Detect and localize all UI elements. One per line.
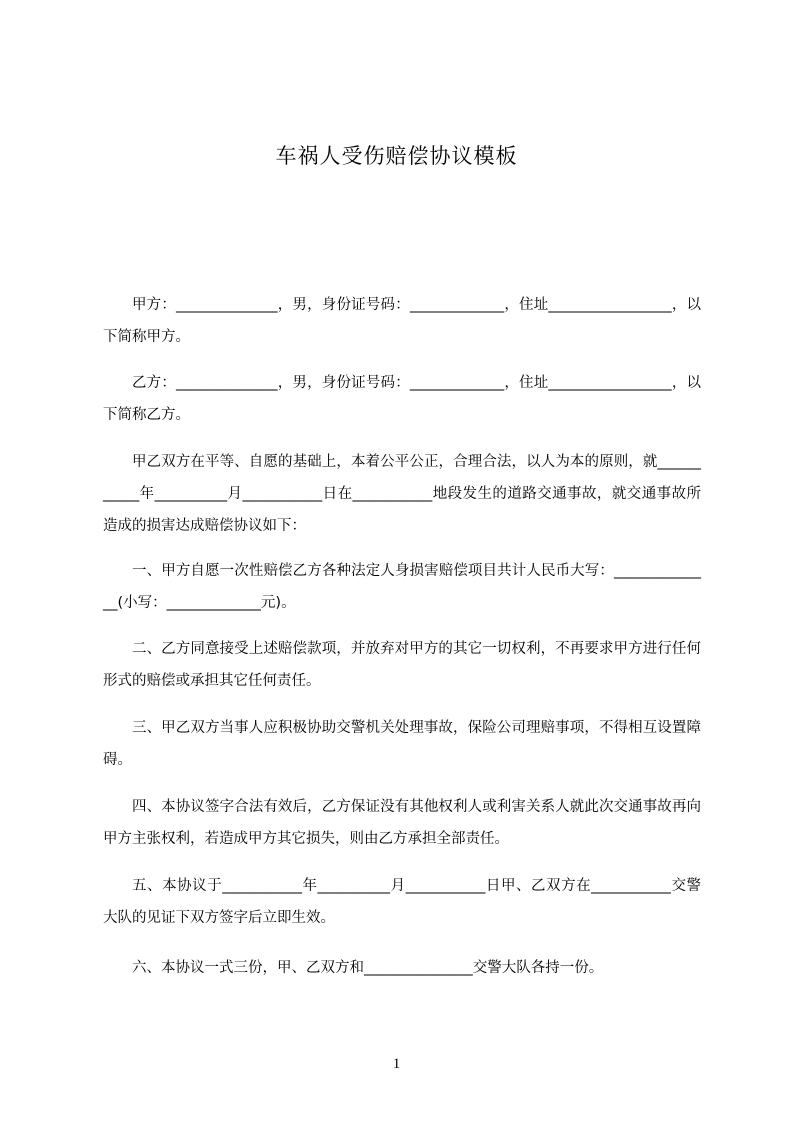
clause-2-paragraph: 二、乙方同意接受上述赔偿款项，并放弃对甲方的其它一切权利，不再要求甲方进行任何形式的赔偿或承担其它任何责任。 bbox=[103, 641, 701, 689]
party-a-paragraph: 甲方：______________，男，身份证号码：_____________，住址_________________，以下简称甲方。 bbox=[103, 297, 701, 345]
clause-1-paragraph: 一、甲方自愿一次性赔偿乙方各种法定人身损害赔偿项目共计人民币大写：______________(小写：_____________元)。 bbox=[103, 563, 701, 611]
clause-3-paragraph: 三、甲乙双方当事人应积极协助交警机关处理事故，保险公司理赔事项，不得相互设置障碍。 bbox=[103, 720, 701, 768]
party-b-paragraph: 乙方：______________，男，身份证号码：_____________，住址_________________，以下简称乙方。 bbox=[103, 375, 701, 423]
clause-5-paragraph: 五、本协议于___________年__________月___________日甲、乙双方在___________交警大队的见证下双方签字后立即生效。 bbox=[103, 878, 701, 926]
clause-4-paragraph: 四、本协议签字合法有效后，乙方保证没有其他权利人或利害关系人就此次交通事故再向甲方主张权利，若造成甲方其它损失，则由乙方承担全部责任。 bbox=[103, 799, 701, 847]
preamble-paragraph: 甲乙双方在平等、自愿的基础上，本着公平公正，合理合法，以人为本的原则，就___________年__________月___________日在___________地段发生的道路交通事故，就交通事故所造成的损害达成赔偿协议如下： bbox=[103, 454, 701, 534]
clause-6-paragraph: 六、本协议一式三份，甲、乙双方和_______________交警大队各持一份。 bbox=[132, 960, 604, 976]
document-title: 车祸人受伤赔偿协议模板 bbox=[275, 144, 518, 168]
page-number: 1 bbox=[392, 1056, 401, 1072]
